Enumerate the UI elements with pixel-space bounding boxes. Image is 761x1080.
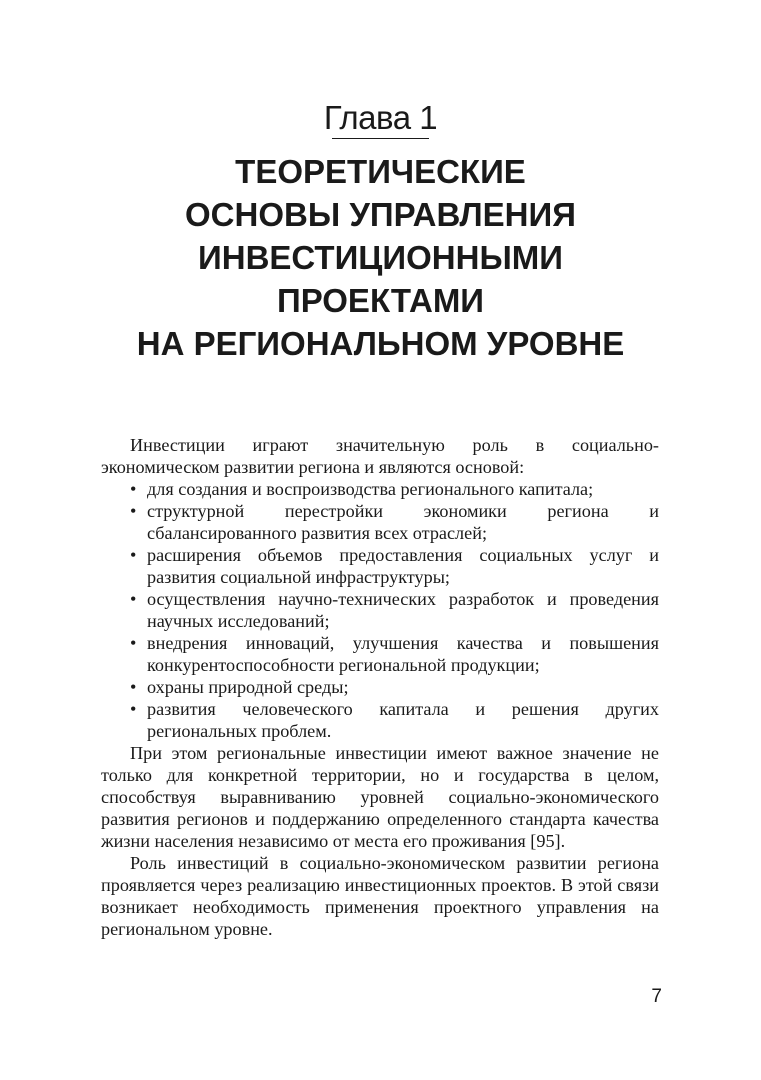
list-item bbox=[101, 500, 659, 544]
chapter-title-line: ПРОЕКТАМИ bbox=[276, 282, 485, 319]
body-text bbox=[101, 434, 659, 940]
list-item-text: осуществления научно-технических разработок и проведения научных исследований; bbox=[147, 589, 659, 631]
bullet-icon: • bbox=[130, 633, 137, 653]
list-item bbox=[101, 478, 659, 500]
chapter-title-line: ОСНОВЫ УПРАВЛЕНИЯ bbox=[185, 196, 576, 233]
intro-paragraph: Инвестиции играют значительную роль в социально-экономическом развитии региона и являются основой: bbox=[101, 435, 659, 477]
chapter-title-line: ИНВЕСТИЦИОННЫМИ bbox=[198, 239, 563, 276]
list-item-text: развития человеческого капитала и решения других региональных проблем. bbox=[147, 699, 659, 741]
list-item-text: структурной перестройки экономики региона и сбалансированного развития всех отраслей; bbox=[147, 501, 659, 543]
bullet-icon: • bbox=[130, 479, 137, 499]
chapter-underline bbox=[332, 138, 429, 139]
bullet-icon: • bbox=[130, 589, 137, 609]
chapter-title bbox=[0, 150, 761, 365]
chapter-title-line: ТЕОРЕТИЧЕСКИЕ bbox=[235, 153, 526, 190]
list-item bbox=[101, 544, 659, 588]
list-item bbox=[101, 676, 659, 698]
body-paragraph: Роль инвестиций в социально-экономическом развитии региона проявляется через реализацию инвестиционных проектов. В этой связи возникает необходимость применения проектного управления на региональном уровне. bbox=[101, 853, 659, 939]
bullet-icon: • bbox=[130, 545, 137, 565]
list-item bbox=[101, 632, 659, 676]
chapter-label: Глава 1 bbox=[323, 99, 438, 136]
body-paragraph: При этом региональные инвестиции имеют важное значение не только для конкретной территории, но и государства в целом, способствуя выравниванию уровней социально-экономического развития регионов и поддержанию определенного стандарта качества жизни населения независимо от места его проживания [95]. bbox=[101, 743, 659, 851]
chapter-title-line: НА РЕГИОНАЛЬНОМ УРОВНЕ bbox=[136, 325, 625, 362]
list-item bbox=[101, 698, 659, 742]
list-item-text: для создания и воспроизводства регионального капитала; bbox=[147, 479, 594, 499]
list-item bbox=[101, 588, 659, 632]
bullet-icon: • bbox=[130, 501, 137, 521]
list-item-text: охраны природной среды; bbox=[147, 677, 349, 697]
bullet-icon: • bbox=[130, 699, 137, 719]
list-item-text: внедрения инноваций, улучшения качества и повышения конкурентоспособности региональной продукции; bbox=[147, 633, 659, 675]
list-item-text: расширения объемов предоставления социальных услуг и развития социальной инфраструктуры; bbox=[147, 545, 659, 587]
bullet-icon: • bbox=[130, 677, 137, 697]
page-number: 7 bbox=[651, 986, 662, 1007]
bullet-list bbox=[101, 478, 659, 742]
